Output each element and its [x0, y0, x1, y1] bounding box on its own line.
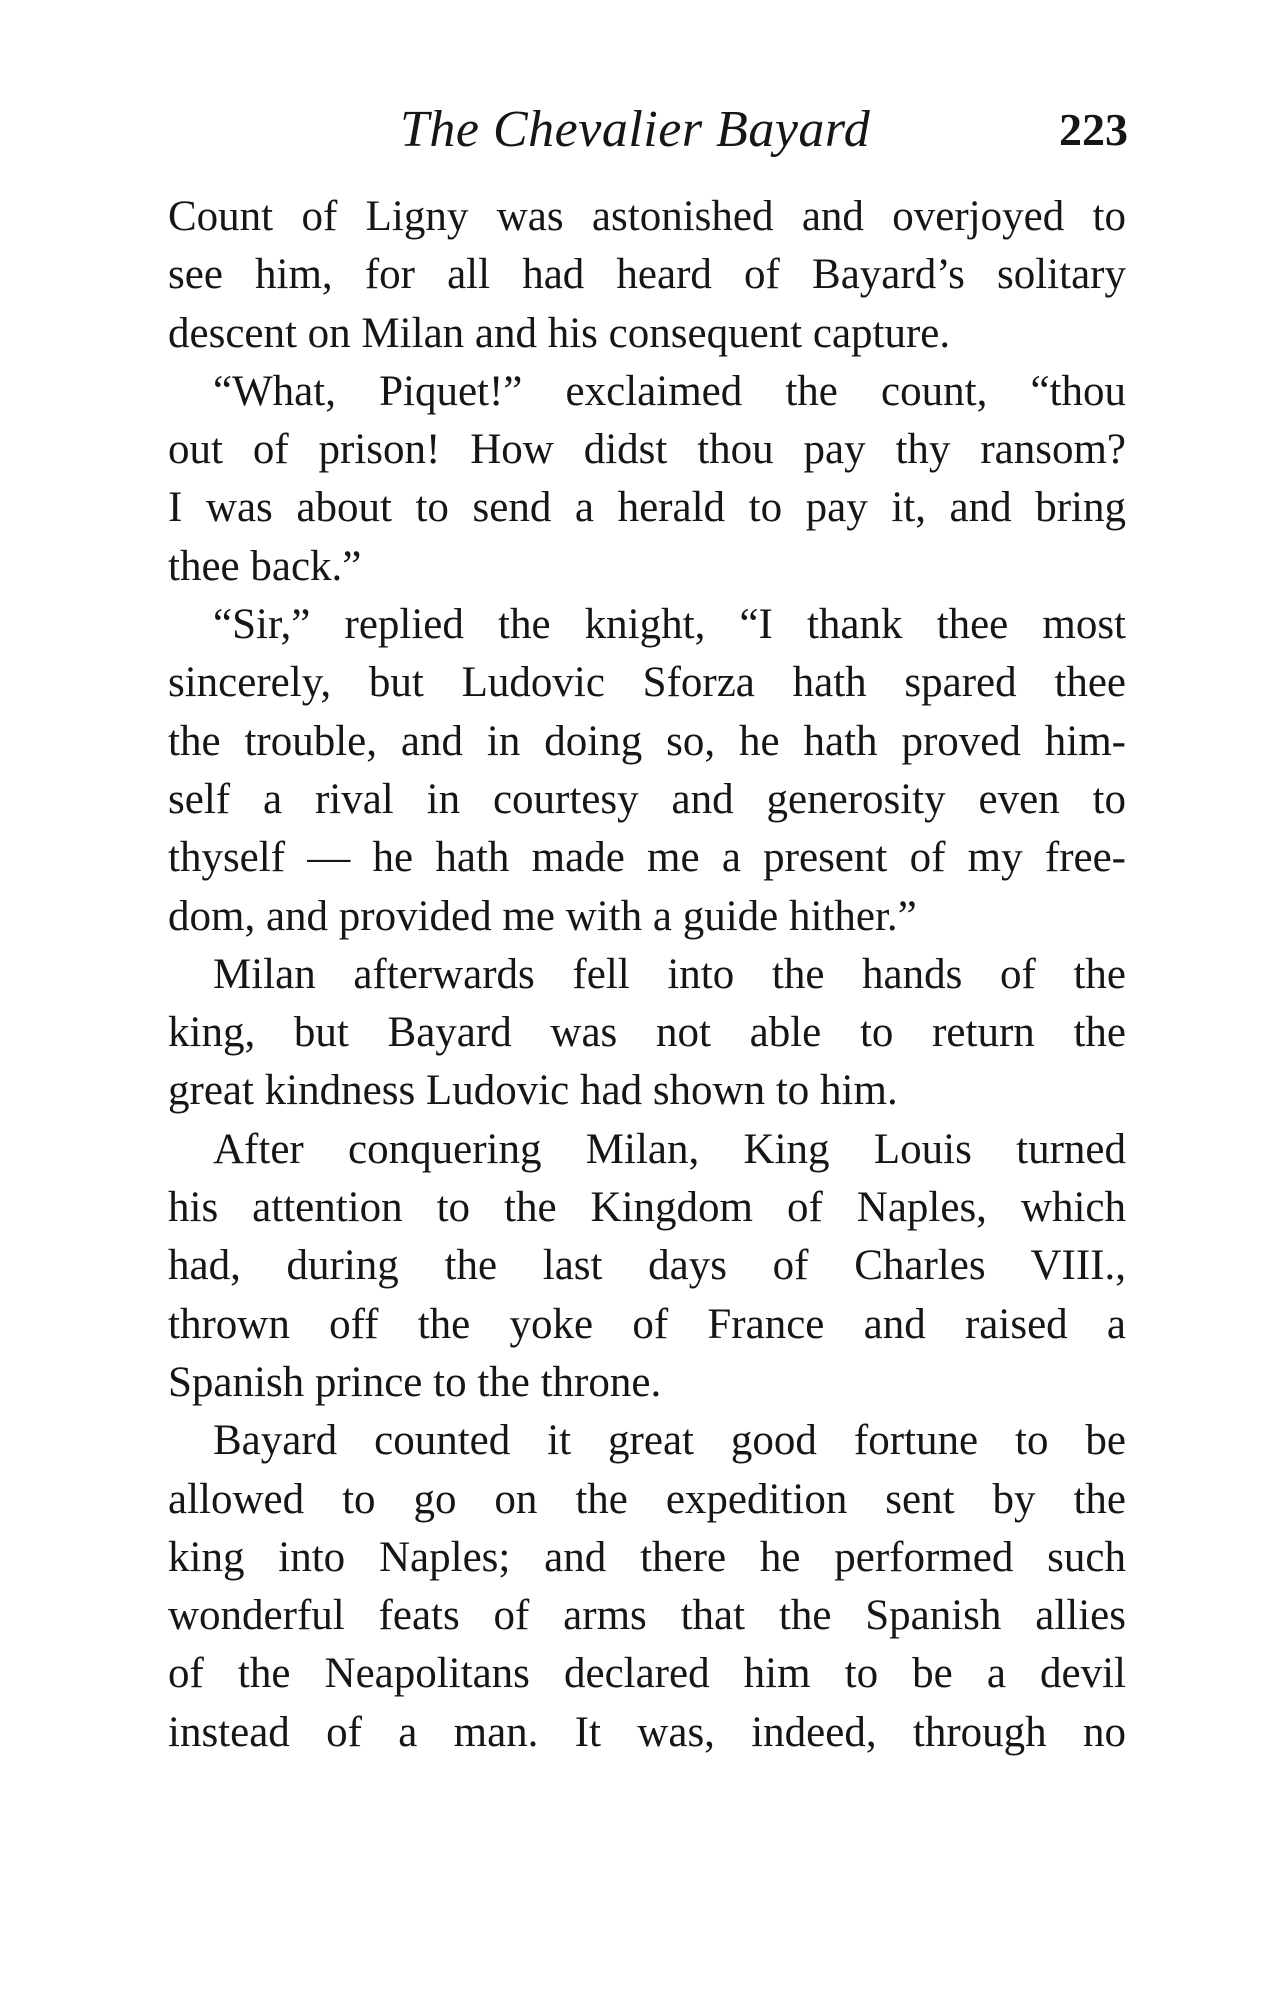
text-line: see him, for all had heard of Bayard’s solitary	[168, 251, 1126, 299]
text-line: thyself — he hath made me a present of my free-	[168, 834, 1126, 882]
text-line: dom, and provided me with a guide hither.”	[168, 892, 917, 940]
text-line: sincerely, but Ludovic Sforza hath spared thee	[168, 659, 1126, 707]
text-line: I was about to send a herald to pay it, and bring	[168, 484, 1126, 532]
text-line: wonderful feats of arms that the Spanish allies	[168, 1592, 1126, 1640]
text-line: instead of a man. It was, indeed, through no	[168, 1708, 1126, 1756]
running-title: The Chevalier Bayard	[400, 101, 871, 158]
text-line: the trouble, and in doing so, he hath proved him-	[168, 717, 1126, 765]
text-line: Spanish prince to the throne.	[168, 1358, 662, 1406]
text-line: After conquering Milan, King Louis turned	[213, 1125, 1126, 1173]
text-line: king into Naples; and there he performed such	[168, 1533, 1126, 1581]
text-line: of the Neapolitans declared him to be a devil	[168, 1650, 1126, 1698]
text-line: great kindness Ludovic had shown to him.	[168, 1067, 898, 1115]
text-line: “What, Piquet!” exclaimed the count, “thou	[213, 367, 1126, 415]
text-line: Bayard counted it great good fortune to be	[213, 1417, 1126, 1465]
text-line: thee back.”	[168, 542, 362, 590]
text-line: thrown off the yoke of France and raised a	[168, 1300, 1126, 1348]
text-line: out of prison! How didst thou pay thy ransom?	[168, 426, 1126, 474]
text-line: his attention to the Kingdom of Naples, which	[168, 1184, 1126, 1232]
text-line: self a rival in courtesy and generosity even to	[168, 775, 1126, 823]
text-line: “Sir,” replied the knight, “I thank thee most	[213, 601, 1126, 649]
text-line: had, during the last days of Charles VIII.,	[168, 1242, 1126, 1290]
text-line: descent on Milan and his consequent capture.	[168, 309, 951, 357]
page-number: 223	[1059, 104, 1128, 155]
text-line: allowed to go on the expedition sent by the	[168, 1475, 1126, 1523]
text-line: king, but Bayard was not able to return the	[168, 1009, 1126, 1057]
text-line: Count of Ligny was astonished and overjoyed to	[168, 193, 1126, 240]
body-text	[168, 188, 1126, 1762]
text-line: Milan afterwards fell into the hands of the	[213, 950, 1126, 998]
page-header	[168, 98, 1128, 162]
